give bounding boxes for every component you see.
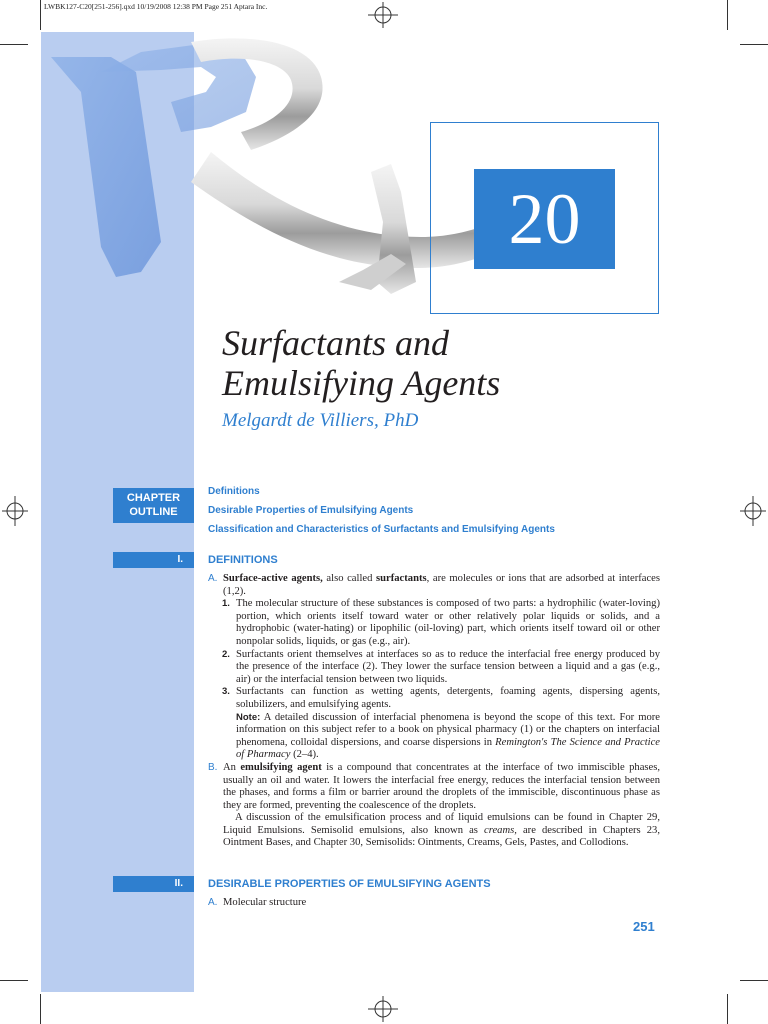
chapter-outline-tag <box>113 488 194 523</box>
chapter-author: Melgardt de Villiers, PhD <box>222 410 419 431</box>
item-a <box>208 573 660 598</box>
text: An <box>223 761 241 773</box>
section-heading: DEFINITIONS <box>208 554 278 566</box>
text: is a compound that concentrates at the interface of two immiscible phases, usually an oil and water. It lowers the interfacial free energy, reduces the interfacial tension between the phases, and forms a film or barrier around the droplets of the immiscible, discontinuous phase as they are formed, preventing the coalescence of the droplets. <box>223 761 660 811</box>
item-b-label: B. <box>208 761 218 773</box>
chapter-title-line-1: Surfactants and <box>222 323 450 363</box>
text: A discussion of the emulsification process and of liquid emulsions can be found in Chapter 29, Liquid Emulsions. Semisolid emulsions, also known as <box>223 812 660 836</box>
item-a-label: A. <box>208 897 218 908</box>
item-a-text: Molecular structure <box>223 897 307 908</box>
outline-item[interactable]: Classification and Characteristics of Surfactants and Emulsifying Agents <box>208 524 555 535</box>
registration-mark-right <box>740 496 766 526</box>
outline-item[interactable]: Definitions <box>208 486 260 497</box>
print-slug: LWBK127-C20[251-256].qxd 10/19/2008 12:38 PM Page 251 Aptara Inc. <box>44 2 268 11</box>
section-2-body <box>208 897 660 910</box>
item-b-paragraph-2 <box>223 812 660 850</box>
note-label: Note: <box>236 711 261 723</box>
note-text: A detailed discussion of interfacial phenomena is beyond the scope of this text. For more information on this subject refer to a book on physical pharmacy (1) or the chapters on interfacial phenomena, colloidal dispersions, and coarse dispersions in <box>236 711 660 748</box>
term-emulsifying-agent: emulsifying agent <box>240 761 322 773</box>
item-a2 <box>208 649 660 687</box>
item-a2-text: Surfactants orient themselves at interfaces so as to reduce the interfacial free energy produced by the presence of the interface (2). They lower the surface tension between a liquid and a gas (e.g., air) or the interfacial tension between two liquids. <box>236 648 660 685</box>
outline-item[interactable]: Desirable Properties of Emulsifying Agents <box>208 505 414 516</box>
item-a3-text: Surfactants can function as wetting agents, detergents, foaming agents, dispersing agents, solubilizers, and emulsifying agents. <box>236 686 660 710</box>
item-b-text <box>223 762 660 812</box>
chapter-outline-list <box>208 485 555 542</box>
item-a1 <box>208 598 660 648</box>
term-surface-active: Surface-active agents, <box>223 573 323 584</box>
note <box>236 712 660 762</box>
chapter-title-line-2: Emulsifying Agents <box>222 363 501 403</box>
registration-mark-bottom <box>368 996 398 1022</box>
item-a1-text: The molecular structure of these substances is composed of two parts: a hydrophilic (water-loving) portion, which orients itself toward water or other relatively polar liquids or solids, and a hydrophobic (water-hating) or lipophilic (oil-loving) part, which orients itself toward oil or other nonpolar solids, liquids, or gas (e.g., air). <box>236 598 660 647</box>
term-surfactants: surfactants <box>376 573 427 584</box>
item-b <box>208 762 660 850</box>
outline-tag-line-2: OUTLINE <box>129 506 178 518</box>
item-a <box>208 897 660 910</box>
item-a-label: A. <box>208 573 218 584</box>
term-creams: creams, <box>484 824 517 836</box>
chapter-number: 20 <box>474 169 615 269</box>
page-number: 251 <box>633 919 655 934</box>
note-end: (2–4). <box>290 749 319 761</box>
text: are described in Chapters 23, Ointment Bases, and Chapter 30, Semisolids: Ointments, Creams, Gels, Pastes, and Collodions. <box>223 824 661 849</box>
section-1-body <box>208 573 660 850</box>
item-a3-label: 3. <box>222 686 230 698</box>
item-a1-label: 1. <box>222 598 230 610</box>
text: , are molecules or ions that are adsorbed at interfaces (1,2). <box>223 573 660 597</box>
chapter-title <box>222 323 622 403</box>
registration-mark-top <box>368 2 398 28</box>
section-heading: DESIRABLE PROPERTIES OF EMULSIFYING AGENTS <box>208 878 491 890</box>
registration-mark-left <box>2 496 28 526</box>
outline-tag-line-1: CHAPTER <box>126 492 181 504</box>
item-a3 <box>208 686 660 762</box>
section-numeral-bar: I. <box>113 552 194 568</box>
section-numeral-bar: II. <box>113 876 194 892</box>
item-a2-label: 2. <box>222 648 230 660</box>
note-italic: Remington's The Science and Practice of Pharmacy <box>236 736 661 761</box>
text: also called <box>322 573 376 584</box>
item-a-text <box>223 573 660 598</box>
rx-symbol-graphic <box>41 32 481 322</box>
